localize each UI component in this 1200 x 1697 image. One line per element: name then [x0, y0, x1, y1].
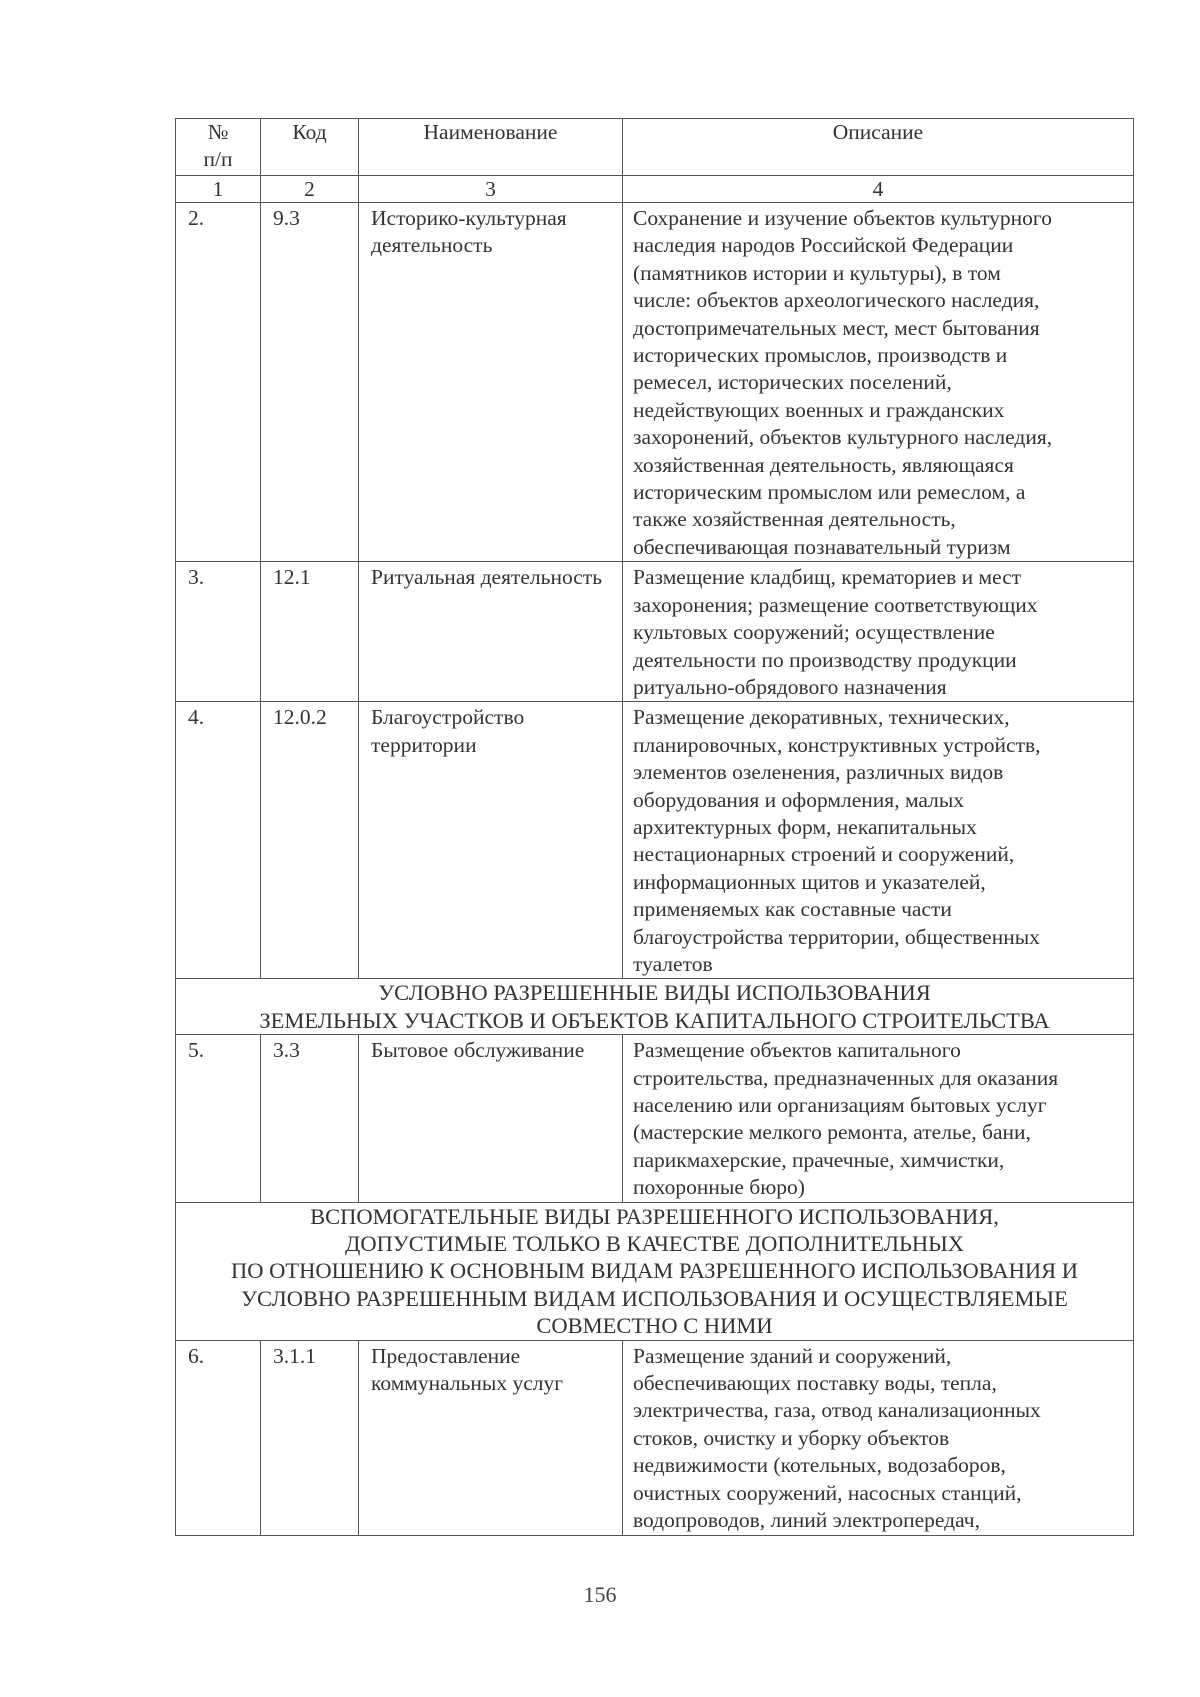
- row-code: 3.3: [261, 1035, 359, 1202]
- table-row: [176, 562, 1134, 702]
- table-row: [176, 702, 1134, 979]
- row-number: 2.: [176, 203, 261, 562]
- row-description: Размещение кладбищ, крематориев и мест захоронения; размещение соответствующих культовых сооружений; осуществление деятельности по производству продукции ритуально-обрядового назначения: [623, 562, 1134, 702]
- section-heading-conditional: УСЛОВНО РАЗРЕШЕННЫЕ ВИДЫ ИСПОЛЬЗОВАНИЯ ЗЕМЕЛЬНЫХ УЧАСТКОВ И ОБЪЕКТОВ КАПИТАЛЬНОГО СТРОИТЕЛЬСТВА: [176, 979, 1134, 1035]
- row-code: 12.0.2: [261, 702, 359, 979]
- row-name: Историко-культурная деятельность: [359, 203, 623, 562]
- column-number: 4: [623, 176, 1134, 203]
- header-code: Код: [261, 119, 359, 176]
- table-row: [176, 1340, 1134, 1535]
- section-heading-row: [176, 979, 1134, 1035]
- row-description: Сохранение и изучение объектов культурного наследия народов Российской Федерации (памятников истории и культуры), в том числе: объектов археологического наследия, достопримечательных мест, мест бытования исторических промыслов, производств и ремесел, исторических поселений, недействующих военных и гражданских захоронений, объектов культурного наследия, хозяйственная деятельность, являющаяся историческим промыслом или ремеслом, а также хозяйственная деятельность, обеспечивающая познавательный туризм: [623, 203, 1134, 562]
- land-use-table: [175, 118, 1134, 1536]
- page-number: 156: [583, 1582, 617, 1607]
- column-number-row: [176, 176, 1134, 203]
- row-number: 6.: [176, 1340, 261, 1535]
- row-name: Ритуальная деятельность: [359, 562, 623, 702]
- row-code: 3.1.1: [261, 1340, 359, 1535]
- row-number: 3.: [176, 562, 261, 702]
- row-description: Размещение декоративных, технических, планировочных, конструктивных устройств, элементов озеленения, различных видов оборудования и оформления, малых архитектурных форм, некапитальных нестационарных строений и сооружений, информационных щитов и указателей, применяемых как составные части благоустройства территории, общественных туалетов: [623, 702, 1134, 979]
- table-header-row: [176, 119, 1134, 176]
- table-row: [176, 203, 1134, 562]
- row-name: Предоставление коммунальных услуг: [359, 1340, 623, 1535]
- row-number: 5.: [176, 1035, 261, 1202]
- row-code: 12.1: [261, 562, 359, 702]
- row-number: 4.: [176, 702, 261, 979]
- column-number: 1: [176, 176, 261, 203]
- row-name: Бытовое обслуживание: [359, 1035, 623, 1202]
- row-description: Размещение объектов капитального строительства, предназначенных для оказания населению или организациям бытовых услуг (мастерские мелкого ремонта, ателье, бани, парикмахерские, прачечные, химчистки, похоронные бюро): [623, 1035, 1134, 1202]
- row-code: 9.3: [261, 203, 359, 562]
- section-heading-auxiliary: ВСПОМОГАТЕЛЬНЫЕ ВИДЫ РАЗРЕШЕННОГО ИСПОЛЬЗОВАНИЯ, ДОПУСТИМЫЕ ТОЛЬКО В КАЧЕСТВЕ ДОПОЛНИТЕЛЬНЫХ ПО ОТНОШЕНИЮ К ОСНОВНЫМ ВИДАМ РАЗРЕШЕННОГО ИСПОЛЬЗОВАНИЯ И УСЛОВНО РАЗРЕШЕННЫМ ВИДАМ ИСПОЛЬЗОВАНИЯ И ОСУЩЕСТВЛЯЕМЫЕ СОВМЕСТНО С НИМИ: [176, 1202, 1134, 1340]
- header-num: № п/п: [176, 119, 261, 176]
- row-name: Благоустройство территории: [359, 702, 623, 979]
- column-number: 2: [261, 176, 359, 203]
- column-number: 3: [359, 176, 623, 203]
- header-name: Наименование: [359, 119, 623, 176]
- header-description: Описание: [623, 119, 1134, 176]
- row-description: Размещение зданий и сооружений, обеспечивающих поставку воды, тепла, электричества, газа, отвод канализационных стоков, очистку и уборку объектов недвижимости (котельных, водозаборов, очистных сооружений, насосных станций, водопроводов, линий электропередач,: [623, 1340, 1134, 1535]
- table-row: [176, 1035, 1134, 1202]
- section-heading-row: [176, 1202, 1134, 1340]
